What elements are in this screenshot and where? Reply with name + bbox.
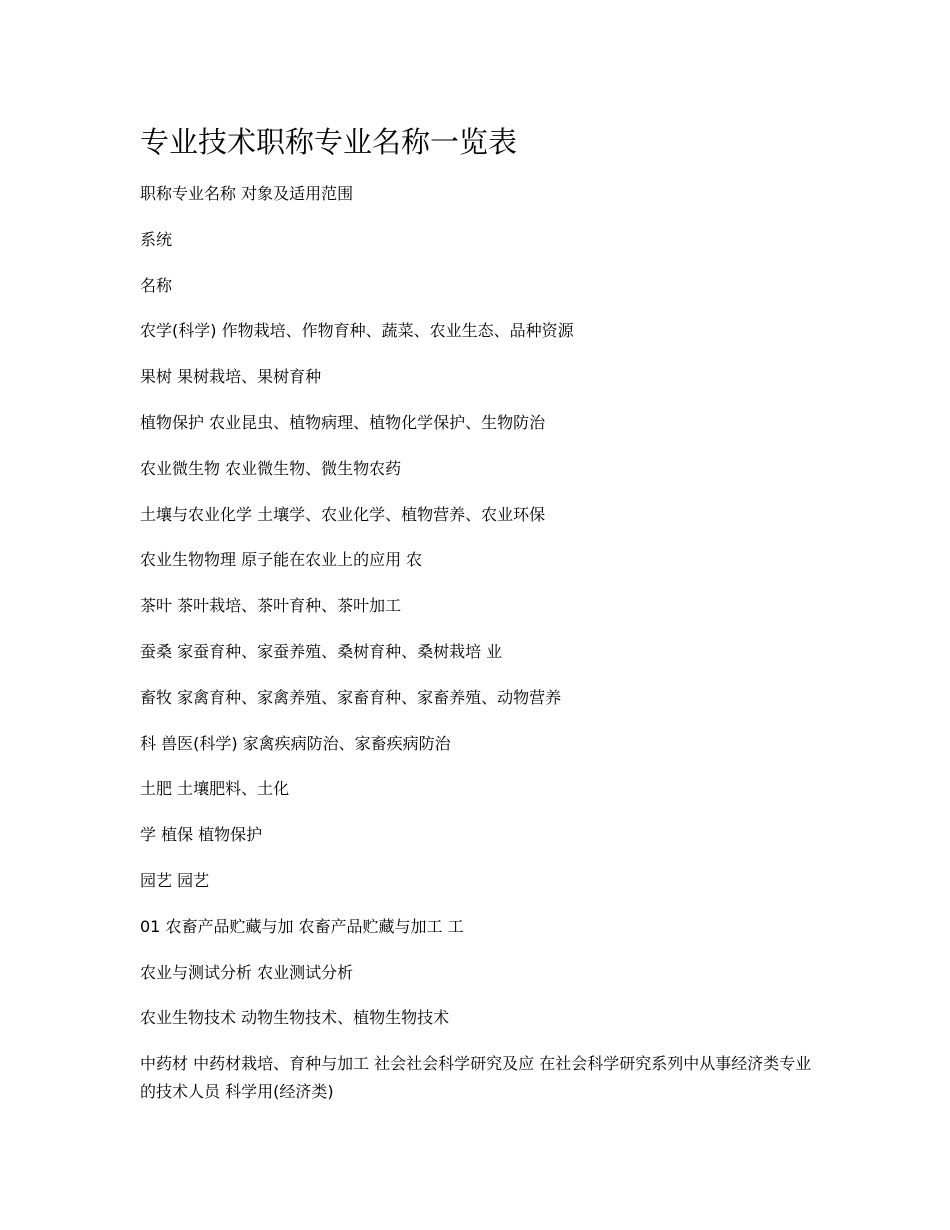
- text-line: 畜牧 家禽育种、家禽养殖、家畜育种、家畜养殖、动物营养: [140, 687, 562, 707]
- text-line: 植物保护 农业昆虫、植物病理、植物化学保护、生物防治: [140, 412, 546, 432]
- text-line: 土壤与农业化学 土壤学、农业化学、植物营养、农业环保: [140, 504, 546, 524]
- text-line: 科 兽医(科学) 家禽疾病防治、家畜疾病防治: [140, 733, 451, 753]
- text-line: 农学(科学) 作物栽培、作物育种、蔬菜、农业生态、品种资源: [140, 321, 574, 341]
- text-line: 农业微生物 农业微生物、微生物农药: [140, 458, 402, 478]
- text-line: 农业与测试分析 农业测试分析: [140, 962, 354, 982]
- text-line: 职称专业名称 对象及适用范围: [140, 184, 354, 203]
- text-line: 01 农畜产品贮藏与加 农畜产品贮藏与加工 工: [140, 916, 464, 936]
- text-line: 果树 果树栽培、果树育种: [140, 367, 322, 387]
- text-line: 农业生物技术 动物生物技术、植物生物技术: [140, 1008, 450, 1028]
- text-line: 茶叶 茶叶栽培、茶叶育种、茶叶加工: [140, 596, 402, 616]
- text-line: 园艺 园艺: [140, 870, 210, 890]
- text-line: 系统: [140, 229, 173, 249]
- page-title: 专业技术职称专业名称一览表: [140, 125, 518, 159]
- text-line: 农业生物物理 原子能在农业上的应用 农: [140, 550, 423, 570]
- text-line: 蚕桑 家蚕育种、家蚕养殖、桑树育种、桑树栽培 业: [140, 641, 503, 661]
- text-line: 名称: [140, 275, 173, 295]
- text-line: 土肥 土壤肥料、土化: [140, 779, 290, 799]
- text-line: 学 植保 植物保护: [140, 825, 263, 845]
- document-body: [140, 180, 820, 1106]
- text-line: 中药材 中药材栽培、育种与加工 社会社会科学研究及应 在社会科学研究系列中从事经济类专业的技术人员 科学用(经济类): [140, 1054, 812, 1102]
